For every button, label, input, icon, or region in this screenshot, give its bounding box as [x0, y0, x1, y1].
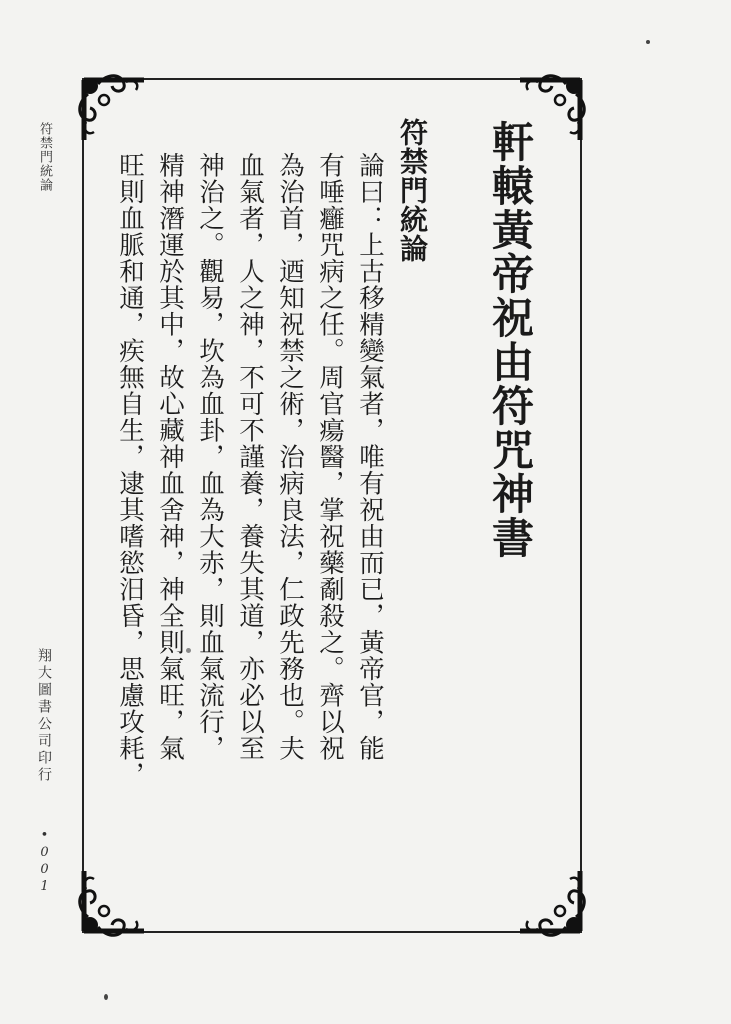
section-title: 符禁門統論 — [396, 118, 429, 263]
corner-ornament-icon — [74, 863, 152, 941]
publisher-imprint: 翔大圖書公司印行 — [36, 648, 52, 784]
scan-speck — [186, 648, 191, 653]
body-column: 為治首，迺知祝禁之術，治病良法，仁政先務也。夫 — [275, 152, 305, 762]
page-number: •001 — [37, 828, 52, 896]
corner-ornament-icon — [74, 70, 152, 148]
book-title: 軒轅黃帝祝由符咒神書 — [486, 120, 535, 560]
scan-speck — [104, 994, 108, 1000]
body-column: 旺則血脈和通，疾無自生，逮其嗜慾汨昏，思慮攻耗， — [115, 152, 145, 788]
body-column: 血氣者，人之神，不可不謹養，養失其道，亦必以至 — [235, 152, 265, 762]
running-title: 符禁門統論 — [37, 122, 52, 192]
body-column: 神治之。觀易，坎為血卦，血為大赤，則血氣流行， — [195, 152, 225, 762]
scan-speck — [646, 40, 650, 44]
body-column: 論曰：上古移精變氣者，唯有祝由而已，黃帝官，能 — [355, 152, 385, 762]
body-column: 有唾癰咒病之任。周官瘍醫，掌祝藥劀殺之。齊以祝 — [315, 152, 345, 762]
body-column: 精神潛運於其中，故心藏神血舍神，神全則氣旺，氣 — [155, 152, 185, 762]
corner-ornament-icon — [512, 863, 590, 941]
